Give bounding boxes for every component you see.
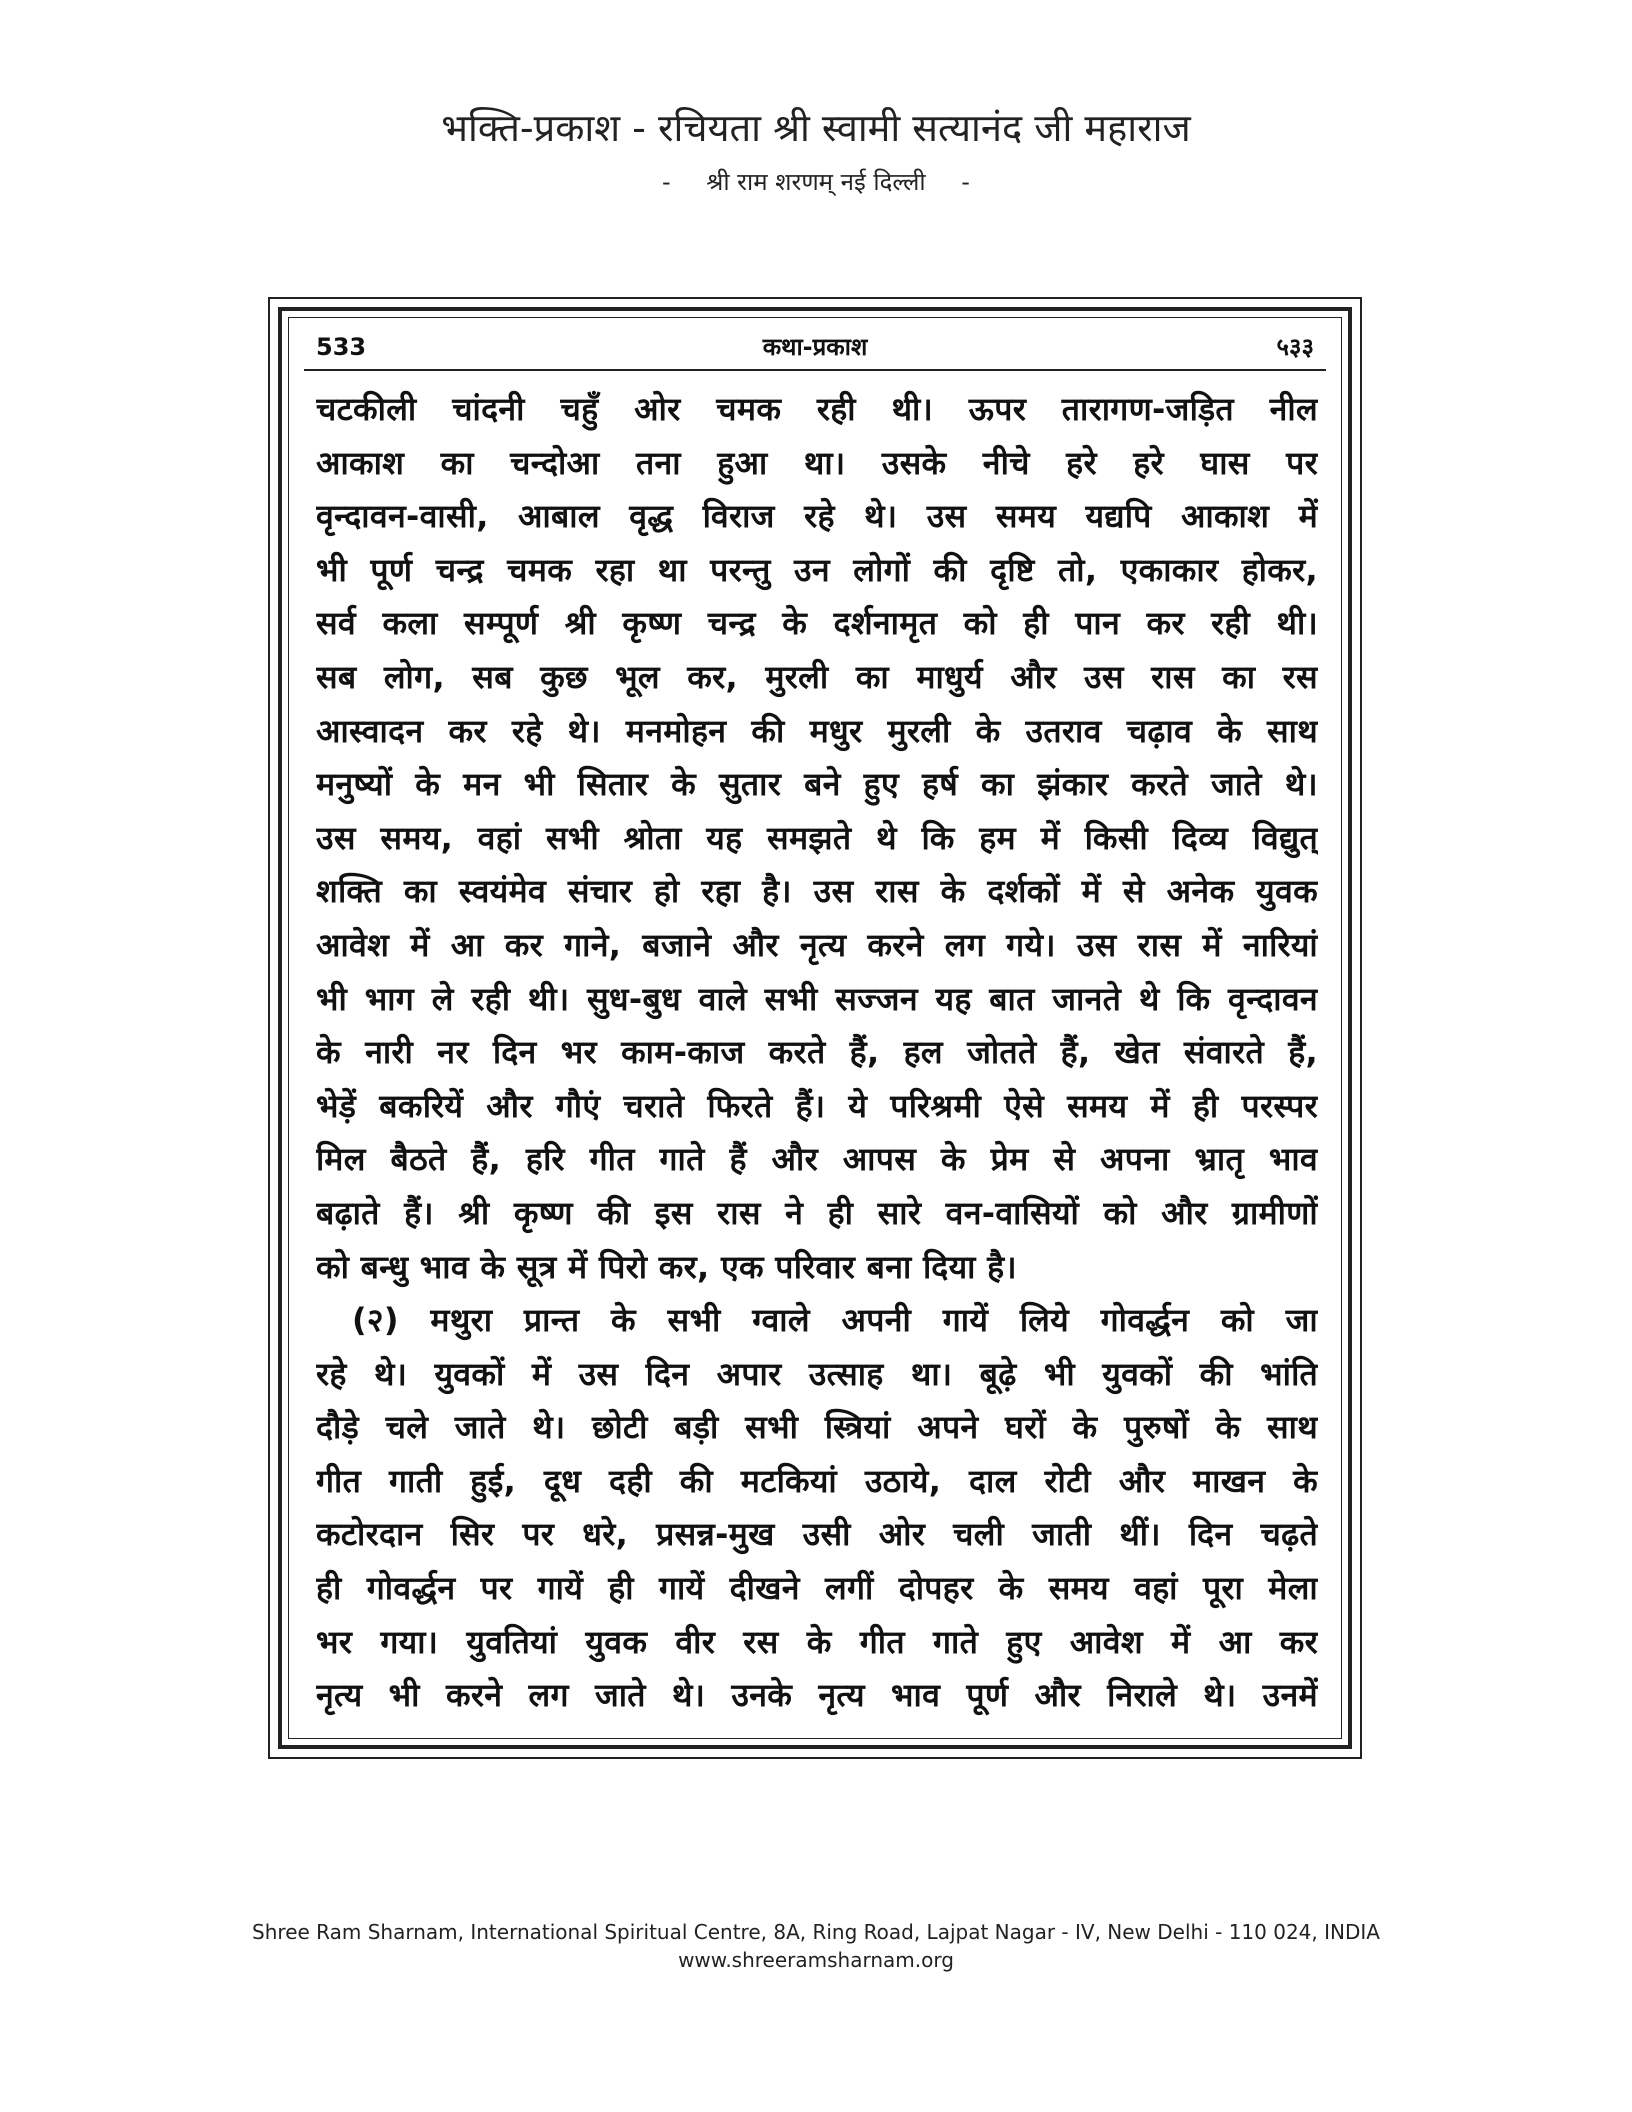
footer-address: Shree Ram Sharnam, International Spiritual Centre, 8A, Ring Road, Lajpat Nagar - IV, New Delhi - 110 024, INDIA bbox=[252, 1920, 1380, 1944]
text-line: आकाश का चन्दोआ तना हुआ था। उसके नीचे हरे हरे घास पर bbox=[316, 443, 1318, 482]
running-head bbox=[304, 325, 1326, 371]
subheader-dash-right: - bbox=[961, 168, 970, 196]
text-line: चटकीली चांदनी चहुँ ओर चमक रही थी। ऊपर तारागण-जड़ित नील bbox=[316, 390, 1318, 428]
subheader-dash-left: - bbox=[662, 168, 671, 196]
page-number-arabic: 533 bbox=[316, 333, 367, 361]
text-line: वृन्दावन-वासी, आबाल वृद्ध विराज रहे थे। उस समय यद्यपि आकाश में bbox=[316, 497, 1318, 536]
text-line: (२) मथुरा प्रान्त के सभी ग्वाले अपनी गायें लिये गोवर्द्धन को जा bbox=[352, 1301, 1318, 1340]
text-line: मिल बैठते हैं, हरि गीत गाते हैं और आपस के प्रेम से अपना भ्रातृ भाव bbox=[316, 1140, 1318, 1179]
page-frame-inner bbox=[278, 307, 1352, 1749]
subheader-text: श्री राम शरणम् नई दिल्ली bbox=[706, 168, 926, 196]
text-line: बढ़ाते हैं। श्री कृष्ण की इस रास ने ही सारे वन-वासियों को और ग्रामीणों bbox=[316, 1193, 1318, 1232]
text-line: सर्व कला सम्पूर्ण श्री कृष्ण चन्द्र के दर्शनामृत को ही पान कर रही थी। bbox=[316, 604, 1318, 643]
publisher-subheader bbox=[0, 165, 1632, 199]
text-line: मनुष्यों के मन भी सितार के सुतार बने हुए हर्ष का झंकार करते जाते थे। bbox=[316, 765, 1318, 804]
text-line: भी भाग ले रही थी। सुध-बुध वाले सभी सज्जन यह बात जानते थे कि वृन्दावन bbox=[316, 979, 1318, 1018]
text-line: भेड़ें बकरियें और गौएं चराते फिरते हैं। ये परिश्रमी ऐसे समय में ही परस्पर bbox=[316, 1086, 1318, 1125]
text-line: को बन्धु भाव के सूत्र में पिरो कर, एक परिवार बना दिया है। bbox=[316, 1247, 1017, 1286]
text-line: उस समय, वहां सभी श्रोता यह समझते थे कि हम में किसी दिव्य विद्युत् bbox=[316, 818, 1318, 857]
text-line: दौड़े चले जाते थे। छोटी बड़ी सभी स्त्रियां अपने घरों के पुरुषों के साथ bbox=[316, 1408, 1318, 1447]
text-line: के नारी नर दिन भर काम-काज करते हैं, हल जोतते हैं, खेत संवारते हैं, bbox=[316, 1033, 1318, 1072]
running-head-title: कथा-प्रकाश bbox=[762, 333, 868, 361]
book-title-header: भक्ति-प्रकाश - रचियता श्री स्वामी सत्यानंद जी महाराज bbox=[441, 106, 1191, 150]
text-line: शक्ति का स्वयंमेव संचार हो रहा है। उस रास के दर्शकों में से अनेक युवक bbox=[316, 872, 1318, 911]
text-line: ही गोवर्द्धन पर गायें ही गायें दीखने लगीं दोपहर के समय वहां पूरा मेला bbox=[316, 1569, 1318, 1608]
text-line: गीत गाती हुई, दूध दही की मटकियां उठाये, दाल रोटी और माखन के bbox=[316, 1461, 1318, 1500]
page-frame bbox=[268, 297, 1362, 1759]
text-line: कटोरदान सिर पर धरे, प्रसन्न-मुख उसी ओर चली जाती थीं। दिन चढ़ते bbox=[316, 1515, 1318, 1554]
text-line: आवेश में आ कर गाने, बजाने और नृत्य करने लग गये। उस रास में नारियां bbox=[316, 925, 1318, 964]
text-line: नृत्य भी करने लग जाते थे। उनके नृत्य भाव पूर्ण और निराले थे। उनमें bbox=[316, 1676, 1318, 1715]
body-text bbox=[316, 383, 1318, 1723]
text-line: भर गया। युवतियां युवक वीर रस के गीत गाते हुए आवेश में आ कर bbox=[316, 1622, 1318, 1661]
page-number-devanagari: ५३३ bbox=[1276, 333, 1314, 361]
text-line: भी पूर्ण चन्द्र चमक रहा था परन्तु उन लोगों की दृष्टि तो, एकाकार होकर, bbox=[316, 550, 1318, 589]
text-line: आस्वादन कर रहे थे। मनमोहन की मधुर मुरली के उतराव चढ़ाव के साथ bbox=[316, 711, 1318, 750]
footer-url: www.shreeramsharnam.org bbox=[678, 1948, 954, 1972]
text-line: सब लोग, सब कुछ भूल कर, मुरली का माधुर्य और उस रास का रस bbox=[316, 657, 1318, 696]
text-line: रहे थे। युवकों में उस दिन अपार उत्साह था। बूढ़े भी युवकों की भांति bbox=[316, 1354, 1318, 1393]
